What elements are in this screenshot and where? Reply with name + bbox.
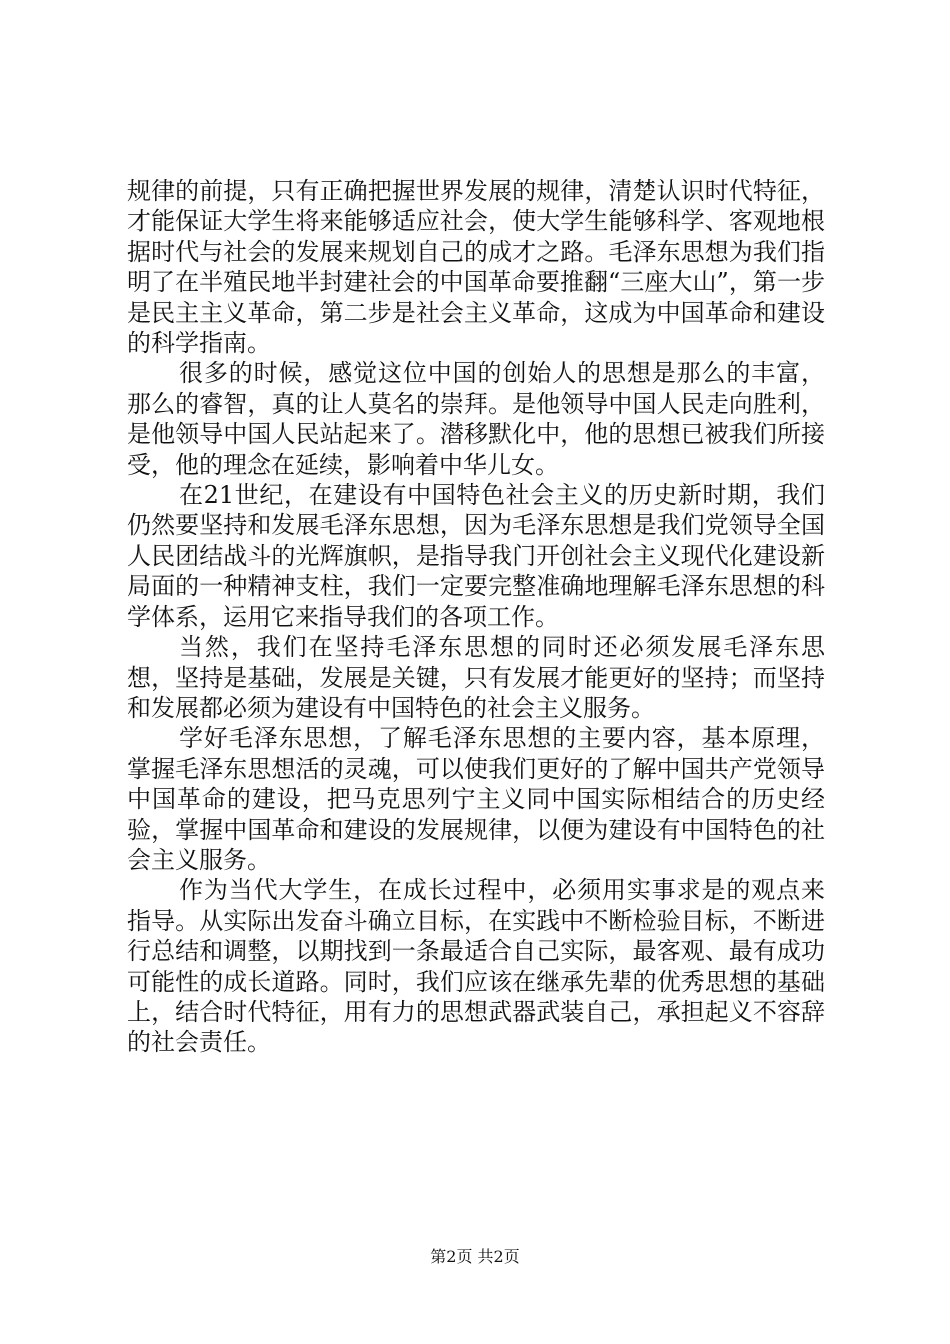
paragraph: 学好毛泽东思想，了解毛泽东思想的主要内容，基本原理，掌握毛泽东思想活的灵魂，可以使我们更好的了解中国共产党领导中国革命的建设，把马克思列宁主义同中国实际相结合的历史经验，掌握中国革命和建设的发展规律，以便为建设有中国特色的社会主义服务。	[127, 724, 825, 874]
document-body	[127, 176, 825, 1058]
paragraph: 在21世纪，在建设有中国特色社会主义的历史新时期，我们仍然要坚持和发展毛泽东思想，因为毛泽东思想是我们党领导全国人民团结战斗的光辉旗帜，是指导我门开创社会主义现代化建设新局面的一种精神支柱，我们一定要完整准确地理解毛泽东思想的科学体系，运用它来指导我们的各项工作。	[127, 481, 825, 631]
page-number-footer: 第2页 共2页	[430, 1247, 520, 1266]
paragraph: 很多的时候，感觉这位中国的创始人的思想是那么的丰富，那么的睿智，真的让人莫名的崇拜。是他领导中国人民走向胜利，是他领导中国人民站起来了。潜移默化中，他的思想已被我们所接受，他的理念在延续，影响着中华儿女。	[127, 359, 825, 479]
paragraph: 当然，我们在坚持毛泽东思想的同时还必须发展毛泽东思想，坚持是基础，发展是关键，只有发展才能更好的坚持；而坚持和发展都必须为建设有中国特色的社会主义服务。	[127, 633, 825, 722]
paragraph: 作为当代大学生，在成长过程中，必须用实事求是的观点来指导。从实际出发奋斗确立目标，在实践中不断检验目标，不断进行总结和调整，以期找到一条最适合自己实际，最客观、最有成功可能性的成长道路。同时，我们应该在继承先辈的优秀思想的基础上，结合时代特征，用有力的思想武器武装自己，承担起义不容辞的社会责任。	[127, 876, 825, 1057]
paragraph-continuation: 规律的前提，只有正确把握世界发展的规律，清楚认识时代特征，才能保证大学生将来能够适应社会，使大学生能够科学、客观地根据时代与社会的发展来规划自己的成才之路。毛泽东思想为我们指明了在半殖民地半封建社会的中国革命要推翻“三座大山”，第一步是民主主义革命，第二步是社会主义革命，这成为中国革命和建设的科学指南。	[127, 177, 825, 358]
